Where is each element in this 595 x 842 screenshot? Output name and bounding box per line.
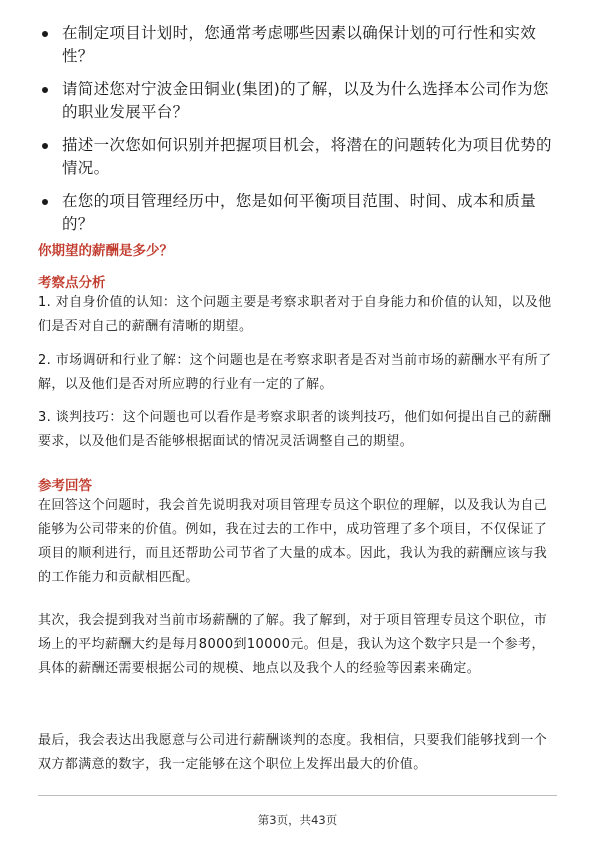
bullet-dot-icon — [42, 199, 48, 205]
analysis-paragraph: 3. 谈判技巧：这个问题也可以看作是考察求职者的谈判技巧，他们如何提出自己的薪酬要求，以及他们是否能够根据面试的情况灵活调整自己的期望。 — [38, 410, 552, 449]
bullet-item — [38, 22, 558, 68]
bullet-item — [38, 134, 558, 180]
question-heading: 你期望的薪酬是多少？ — [38, 243, 173, 259]
bullet-text: 在您的项目管理经历中，您是如何平衡项目范围、时间、成本和质量的？ — [62, 192, 537, 233]
bullet-dot-icon — [42, 143, 48, 149]
bullet-dot-icon — [42, 31, 48, 37]
bullet-item — [38, 190, 558, 236]
bullet-text: 描述一次您如何识别并把握项目机会，将潜在的问题转化为项目优势的情况。 — [62, 136, 552, 177]
analysis-paragraph: 2. 市场调研和行业了解：这个问题也是在考察求职者是否对当前市场的薪酬水平有所了解，以及他们是否对所应聘的行业有一定的了解。 — [38, 353, 552, 392]
answer-paragraph: 在回答这个问题时，我会首先说明我对项目管理专员这个职位的理解，以及我认为自己能够为公司带来的价值。例如，我在过去的工作中，成功管理了多个项目，不仅保证了项目的顺利进行，而且还帮助公司节省了大量的成本。因此，我认为我的薪酬应该与我的工作能力和贡献相匹配。 — [38, 498, 548, 585]
bullet-text: 请简述您对宁波金田铜业(集团)的了解，以及为什么选择本公司作为您的职业发展平台？ — [62, 80, 549, 121]
bullet-dot-icon — [42, 87, 48, 93]
page-number: 第3页，共43页 — [257, 813, 338, 827]
bullet-text: 在制定项目计划时，您通常考虑哪些因素以确保计划的可行性和实效性？ — [62, 24, 537, 65]
footer-divider — [38, 795, 557, 796]
analysis-paragraph: 1. 对自身价值的认知：这个问题主要是考察求职者对于自身能力和价值的认知，以及他们是否对自己的薪酬有清晰的期望。 — [38, 295, 552, 334]
bullet-item — [38, 78, 558, 124]
analysis-heading: 考察点分析 — [38, 275, 106, 291]
answer-heading: 参考回答 — [38, 478, 92, 494]
answer-paragraph: 最后，我会表达出我愿意与公司进行薪酬谈判的态度。我相信，只要我们能够找到一个双方都满意的数字，我一定能够在这个职位上发挥出最大的价值。 — [38, 733, 548, 772]
answer-paragraph: 其次，我会提到我对当前市场薪酬的了解。我了解到，对于项目管理专员这个职位，市场上的平均薪酬大约是每月8000到10000元。但是，我认为这个数字只是一个参考，具体的薪酬还需要根据公司的规模、地点以及我个人的经验等因素来确定。 — [38, 613, 548, 676]
question-bullet-list — [38, 22, 558, 246]
